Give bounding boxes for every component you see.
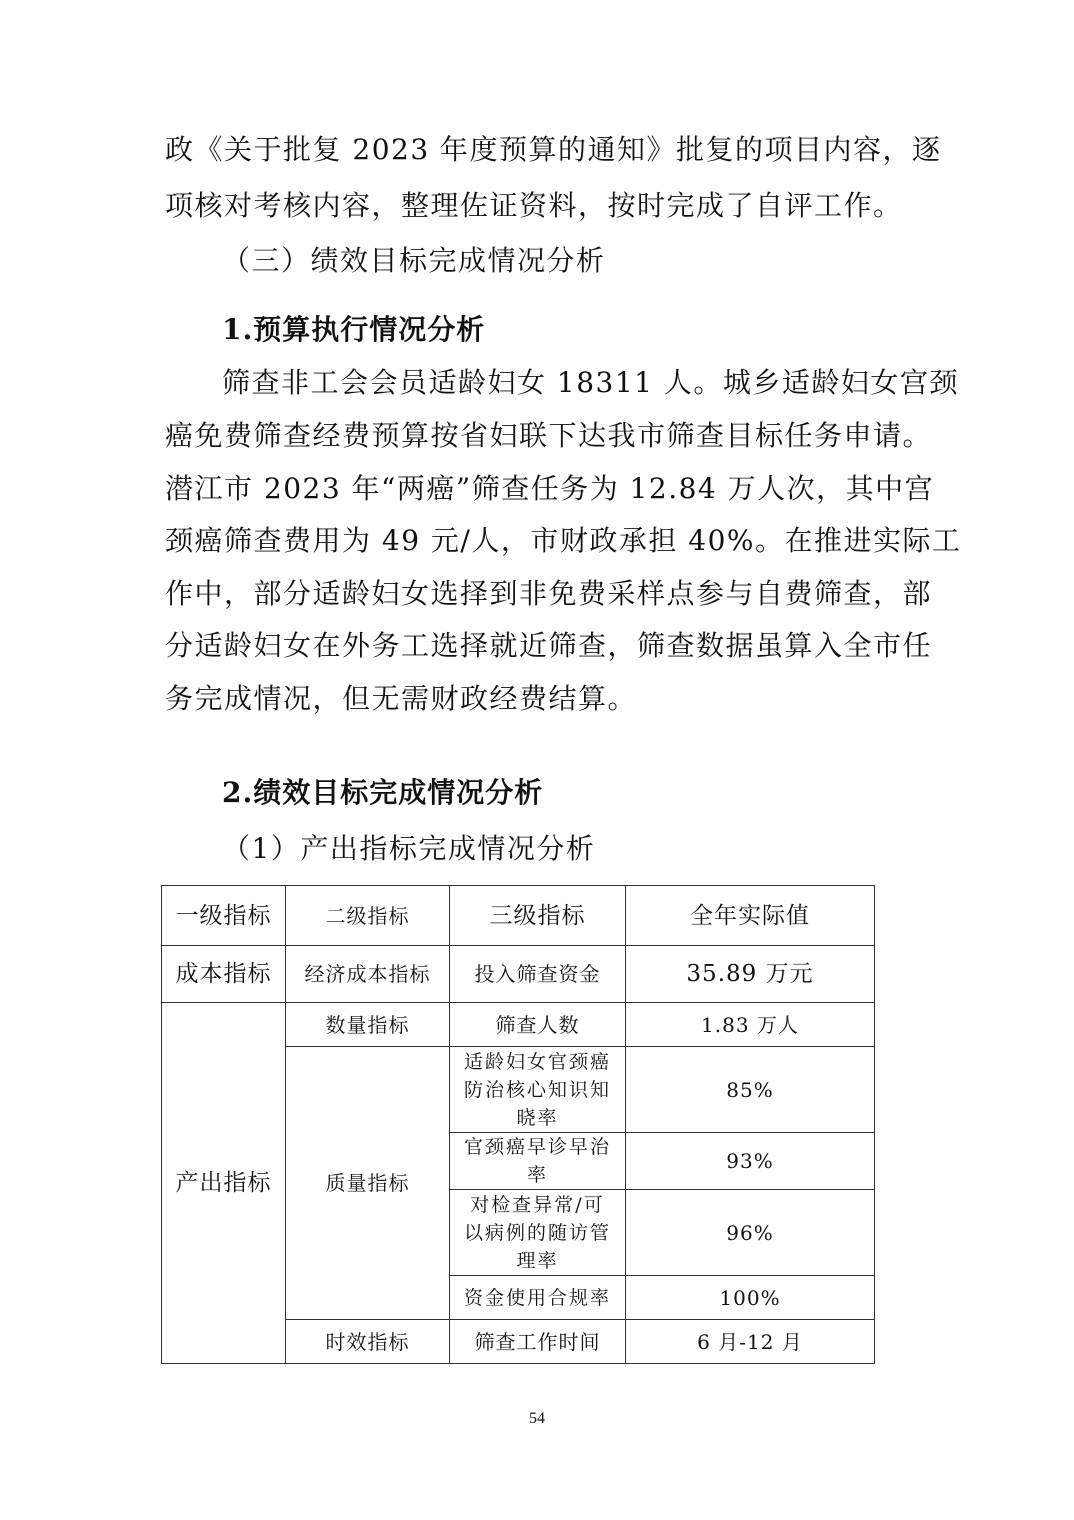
cell-timeliness-level3: 筛查工作时间 — [450, 1320, 626, 1364]
quality-1-line-2: 防治核心知识知 — [463, 1078, 611, 1101]
sub1-line-2: 癌免费筛查经费预算按省妇联下达我市筛查目标任务申请。 — [165, 419, 933, 452]
table-row-cost — [162, 946, 875, 1003]
subsection-1-title: 1.预算执行情况分析 — [222, 313, 486, 346]
cell-quantity-value: 1.83 万人 — [626, 1003, 875, 1047]
cell-quantity-level2: 数量指标 — [286, 1003, 450, 1047]
sub1-line-4: 颈癌筛查费用为 49 元/人，市财政承担 40%。在推进实际工 — [165, 524, 962, 557]
table-row-quantity — [162, 1003, 875, 1047]
sub1-line-1: 筛查非工会会员适龄妇女 18311 人。城乡适龄妇女宫颈 — [222, 366, 959, 399]
cell-output-level1: 产出指标 — [162, 1003, 286, 1364]
header-level3: 三级指标 — [450, 886, 626, 946]
cell-timeliness-level2: 时效指标 — [286, 1320, 450, 1364]
quality-1-line-3: 晓率 — [516, 1106, 559, 1129]
cell-quality-level2: 质量指标 — [286, 1047, 450, 1320]
subsection-2-title: 2.绩效目标完成情况分析 — [222, 776, 544, 809]
header-actual-value: 全年实际值 — [626, 886, 875, 946]
cell-cost-level1: 成本指标 — [162, 946, 286, 1003]
cell-quality-3-level3 — [450, 1190, 626, 1276]
page-number: 54 — [529, 1410, 545, 1427]
sub1-line-3: 潜江市 2023 年“两癌”筛查任务为 12.84 万人次，其中宫 — [165, 472, 935, 505]
quality-2-line-2: 率 — [526, 1164, 548, 1186]
intro-line-2: 项核对考核内容，整理佐证资料，按时完成了自评工作。 — [165, 189, 903, 222]
sub1-line-7: 务完成情况，但无需财政经费结算。 — [165, 682, 638, 715]
output-indicator-table — [161, 885, 875, 1364]
cell-quality-4-value: 100% — [626, 1276, 875, 1320]
cell-quality-2-level3 — [450, 1133, 626, 1190]
cell-cost-value: 35.89 万元 — [626, 946, 875, 1003]
cell-quality-4-level3 — [450, 1276, 626, 1320]
quality-3-line-3: 理率 — [516, 1249, 559, 1272]
intro-line-1: 政《关于批复 2023 年度预算的通知》批复的项目内容，逐 — [165, 133, 942, 166]
subsection-2-1-title: （1）产出指标完成情况分析 — [222, 832, 596, 865]
quality-4-line-1: 资金使用合规率 — [463, 1286, 611, 1309]
table-header-row — [162, 886, 875, 946]
header-level1: 一级指标 — [162, 886, 286, 946]
cell-quality-2-value: 93% — [626, 1133, 875, 1190]
header-level2: 二级指标 — [286, 886, 450, 946]
quality-3-line-2: 以病例的随访管 — [463, 1221, 611, 1244]
sub1-line-6: 分适龄妇女在外务工选择就近筛查，筛查数据虽算入全市任 — [165, 629, 933, 662]
quality-2-line-1: 官颈癌早诊早治 — [463, 1136, 611, 1158]
cell-quality-1-value: 85% — [626, 1047, 875, 1133]
cell-quality-3-value: 96% — [626, 1190, 875, 1276]
cell-quantity-level3: 筛查人数 — [450, 1003, 626, 1047]
cell-cost-level3: 投入筛查资金 — [450, 946, 626, 1003]
quality-3-line-1: 对检查异常/可 — [470, 1193, 605, 1216]
sub1-line-5: 作中，部分适龄妇女选择到非免费采样点参与自费筛查，部 — [165, 577, 933, 610]
cell-quality-1-level3 — [450, 1047, 626, 1133]
cell-timeliness-value: 6 月-12 月 — [626, 1320, 875, 1364]
quality-1-line-1: 适龄妇女官颈癌 — [463, 1050, 611, 1073]
section-title: （三）绩效目标完成情况分析 — [222, 244, 606, 277]
cell-cost-level2: 经济成本指标 — [286, 946, 450, 1003]
